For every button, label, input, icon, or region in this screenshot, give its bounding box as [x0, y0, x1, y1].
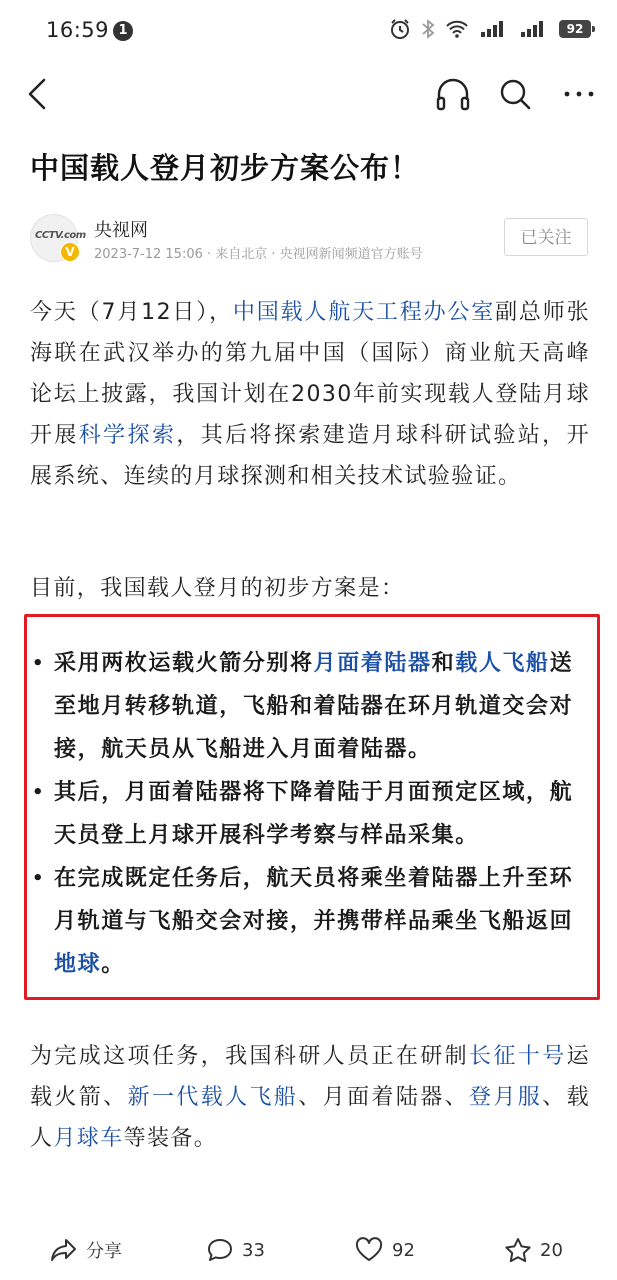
link-earth[interactable]: 地球: [54, 952, 102, 977]
status-icons: [389, 18, 591, 40]
list-item: [30, 857, 590, 986]
paragraph-text: 运载火箭、: [30, 1044, 590, 1110]
paragraph-1: [30, 292, 590, 497]
paragraph-2: 目前，我国载人登月的初步方案是：: [30, 576, 405, 601]
link-long-march-10[interactable]: 长征十号: [469, 1044, 567, 1069]
paragraph-text: 、载人: [30, 1085, 590, 1151]
link-lunar-lander[interactable]: 月面着陆器: [313, 651, 432, 676]
link-lunar-suit[interactable]: 登月服: [469, 1085, 543, 1110]
nav-bar: [0, 62, 617, 126]
battery-icon: 92: [559, 20, 591, 38]
bluetooth-icon: [421, 18, 435, 40]
star-icon: [504, 1237, 532, 1263]
bullet-text: 。: [101, 952, 125, 977]
headphones-icon[interactable]: [434, 74, 472, 114]
comment-button[interactable]: [206, 1232, 265, 1268]
more-icon[interactable]: [560, 74, 598, 114]
status-time: 16:59: [46, 18, 110, 42]
author-meta: 2023-7-12 15:06 · 来自北京 · 央视网新闻频道官方账号: [94, 247, 423, 262]
status-bar: [0, 0, 617, 60]
link-science-exploration[interactable]: 科学探索: [78, 423, 177, 448]
signal-icon: [479, 19, 509, 39]
wifi-icon: [445, 19, 469, 39]
notification-badge: 1: [113, 21, 133, 41]
bullet-text: 在完成既定任务后，航天员将乘坐着陆器上升至环月轨道与飞船交会对接，并携带样品乘坐飞船返回: [54, 866, 574, 934]
paragraph-text: 为完成这项任务，我国科研人员正在研制: [30, 1044, 470, 1069]
paragraph-text: ，其后将探索建造月球科研试验站，开展系统、连续的月球探测和相关技术试验验证。: [30, 423, 590, 489]
heart-icon: [354, 1237, 384, 1263]
favorite-count: 20: [540, 1239, 563, 1261]
author-name[interactable]: 央视网: [94, 220, 148, 241]
bottom-bar: [0, 1222, 617, 1280]
back-icon[interactable]: [20, 74, 60, 114]
paragraph-3: [30, 1036, 590, 1159]
signal-icon-2: [519, 19, 549, 39]
search-icon[interactable]: [496, 74, 534, 114]
paragraph-text: 、月面着陆器、: [298, 1085, 470, 1110]
paragraph-text: 副总师张海联在武汉举办的第九届中国（国际）商业航天高峰论坛上披露，我国计划在2030年前实现载人登陆月球开展: [30, 300, 590, 448]
paragraph-text: 等装备。: [123, 1126, 218, 1151]
list-item: • 其后，月面着陆器将下降着陆于月面预定区域，航天员登上月球开展科学考察与样品采集。: [30, 771, 590, 857]
link-space-office[interactable]: 中国载人航天工程办公室: [232, 300, 496, 325]
like-count: 92: [392, 1239, 415, 1261]
bullet-text: 采用两枚运载火箭分别将: [54, 651, 314, 676]
bullet-text: 和: [431, 651, 456, 676]
favorite-button[interactable]: [504, 1232, 563, 1268]
article-title: 中国载人登月初步方案公布！: [30, 151, 421, 185]
share-icon: [50, 1237, 78, 1263]
list-item: [30, 642, 590, 771]
paragraph-text: 今天（7月12日），: [30, 300, 233, 325]
share-label: 分享: [86, 1241, 122, 1262]
bullet-text: 送至地月转移轨道，飞船和着陆器在环月轨道交会对接，航天员从飞船进入月面着陆器。: [54, 651, 574, 762]
comment-count: 33: [242, 1239, 265, 1261]
link-crewed-spacecraft[interactable]: 载人飞船: [455, 651, 550, 676]
follow-button[interactable]: 已关注: [504, 218, 588, 256]
like-button[interactable]: [354, 1232, 415, 1268]
author-row: [30, 212, 590, 268]
link-new-gen-spacecraft[interactable]: 新一代载人飞船: [127, 1085, 299, 1110]
bullet-list: [30, 642, 590, 986]
share-button[interactable]: [50, 1232, 122, 1268]
link-lunar-rover[interactable]: 月球车: [53, 1126, 124, 1151]
verified-badge-icon: V: [60, 242, 80, 262]
comment-icon: [206, 1237, 234, 1263]
alarm-icon: [389, 18, 411, 40]
avatar-logo: CCTV.com: [35, 230, 86, 241]
